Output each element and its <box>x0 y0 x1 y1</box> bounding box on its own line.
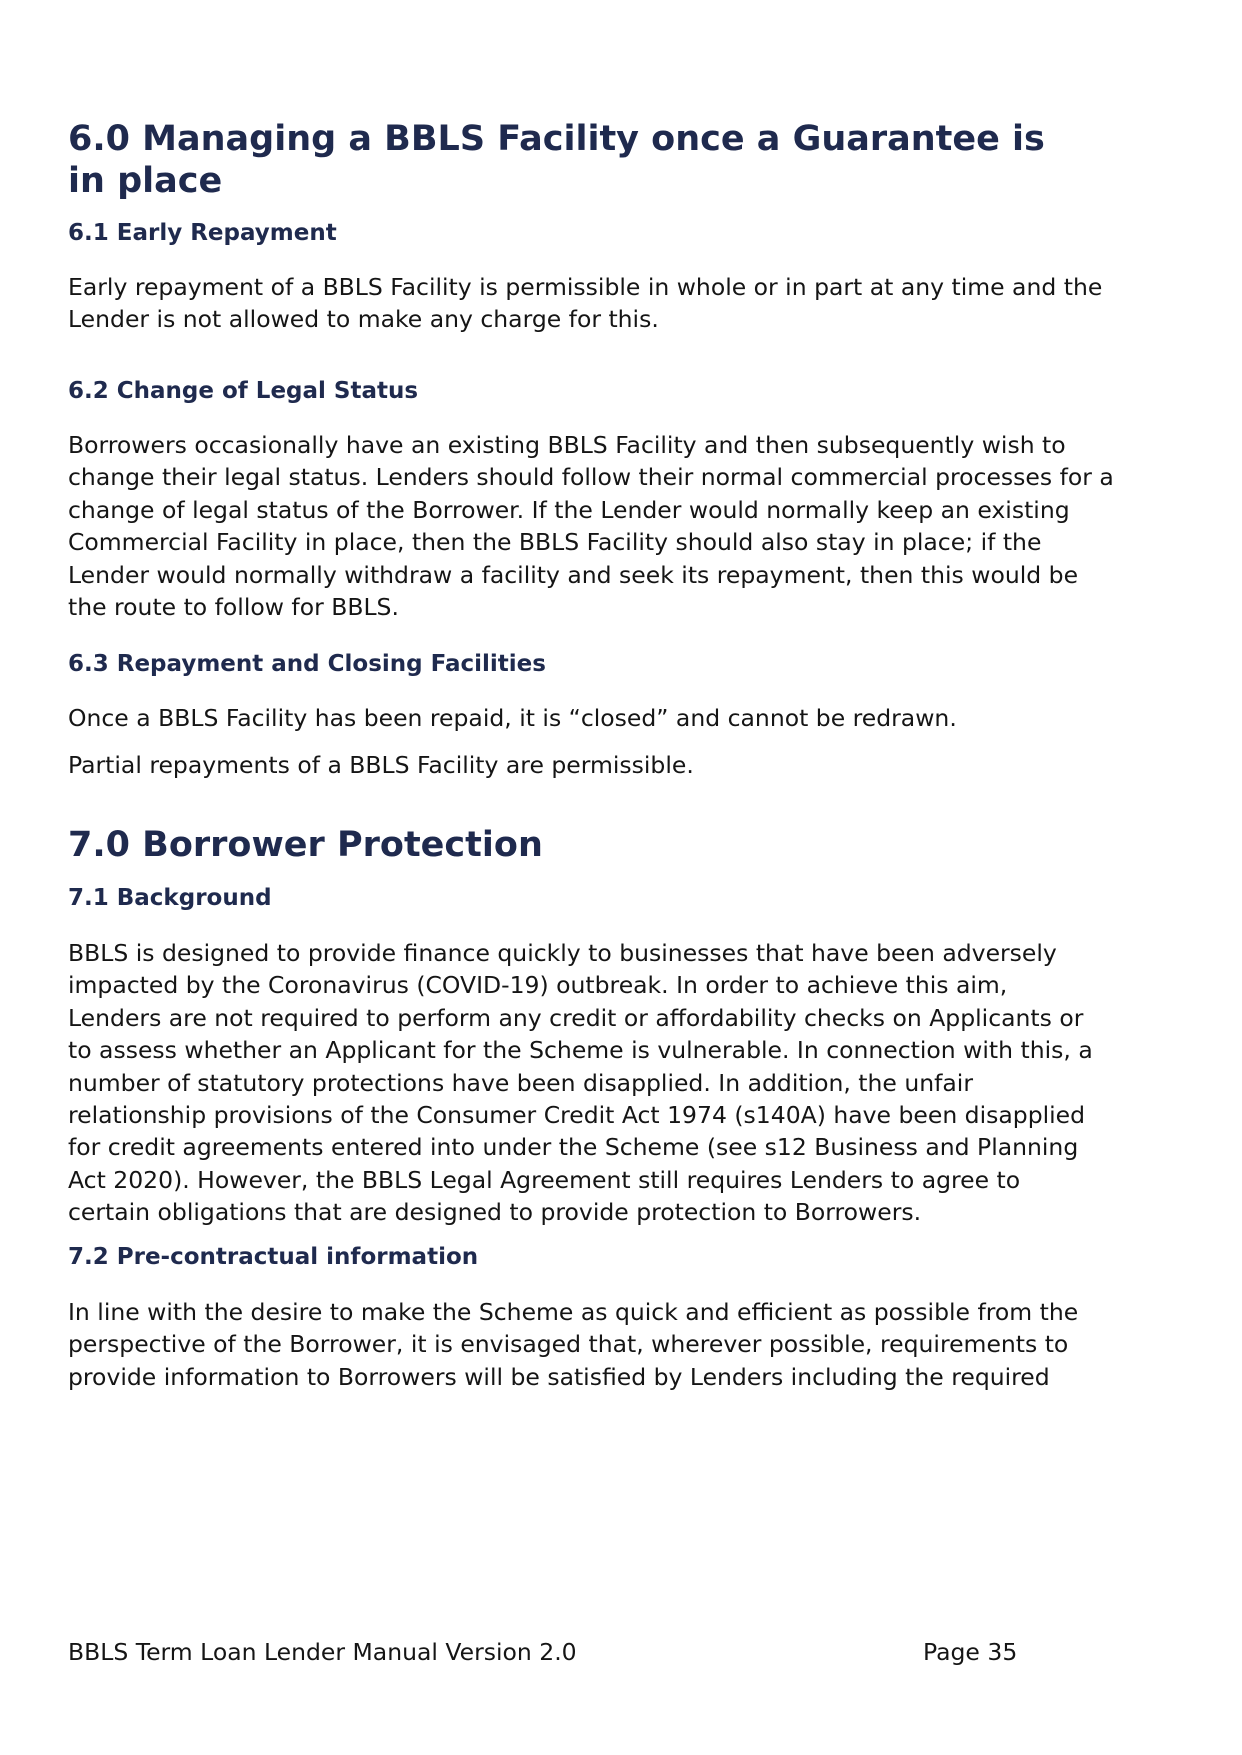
footer-page-number: Page 35 <box>923 1638 1018 1666</box>
paragraph-line: to assess whether an Applicant for the Scheme is vulnerable. In connection with this, a <box>68 1036 1093 1065</box>
section-6-1-heading: 6.1 Early Repayment <box>68 220 337 246</box>
paragraph-line: the route to follow for BBLS. <box>68 593 399 622</box>
section-7-2-heading: 7.2 Pre-contractual information <box>68 1244 479 1270</box>
paragraph-line: Early repayment of a BBLS Facility is permissible in whole or in part at any time and the <box>68 273 1103 301</box>
section-7-title: 7.0 Borrower Protection <box>68 825 543 865</box>
paragraph-line: Commercial Facility in place, then the BBLS Facility should also stay in place; if the <box>68 528 1042 557</box>
paragraph-line: for credit agreements entered into under the Scheme (see s12 Business and Planning <box>68 1133 1079 1162</box>
section-6-3-heading: 6.3 Repayment and Closing Facilities <box>68 651 546 677</box>
paragraph-line: Lender is not allowed to make any charge for this. <box>68 305 659 334</box>
paragraph-line: In line with the desire to make the Scheme as quick and efficient as possible from the <box>68 1298 1079 1326</box>
paragraph-line: BBLS is designed to provide finance quickly to businesses that have been adversely <box>68 939 1057 967</box>
section-6-title-line-2: in place <box>68 161 223 201</box>
section-6-2-heading: 6.2 Change of Legal Status <box>68 378 419 404</box>
paragraph-line: impacted by the Coronavirus (COVID-19) outbreak. In order to achieve this aim, <box>68 971 1008 1000</box>
section-6-2-paragraph <box>68 429 1114 623</box>
paragraph-line: Act 2020). However, the BBLS Legal Agreement still requires Lenders to agree to <box>68 1165 1021 1194</box>
paragraph-line: perspective of the Borrower, it is envisaged that, wherever possible, requirements to <box>68 1330 1069 1359</box>
section-6-3-paragraph-1: Once a BBLS Facility has been repaid, it is “closed” and cannot be redrawn. <box>68 704 957 732</box>
paragraph-line: Lender would normally withdraw a facility and seek its repayment, then this would be <box>68 560 1079 589</box>
section-6-title-line-1: 6.0 Managing a BBLS Facility once a Guarantee is <box>68 119 1045 159</box>
paragraph-line: provide information to Borrowers will be satisfied by Lenders including the required <box>68 1362 1050 1391</box>
section-7-1-heading: 7.1 Background <box>68 885 272 911</box>
section-6-title <box>68 118 1068 202</box>
footer-document-name: BBLS Term Loan Lender Manual Version 2.0 <box>68 1638 577 1666</box>
paragraph-line: relationship provisions of the Consumer Credit Act 1974 (s140A) have been disapplied <box>68 1101 1086 1130</box>
paragraph-line: change their legal status. Lenders should follow their normal commercial processes for a <box>68 463 1114 492</box>
paragraph-line: certain obligations that are designed to provide protection to Borrowers. <box>68 1198 922 1227</box>
paragraph-line: Lenders are not required to perform any credit or affordability checks on Applicants or <box>68 1003 1084 1032</box>
section-7-2-paragraph <box>68 1296 1078 1393</box>
section-6-1-paragraph <box>68 271 1102 336</box>
section-6-3-paragraph-2: Partial repayments of a BBLS Facility are permissible. <box>68 751 694 779</box>
section-7-1-paragraph <box>68 937 1093 1229</box>
paragraph-line: change of legal status of the Borrower. If the Lender would normally keep an existing <box>68 495 1070 524</box>
paragraph-line: Borrowers occasionally have an existing BBLS Facility and then subsequently wish to <box>68 431 1066 459</box>
paragraph-line: number of statutory protections have been disapplied. In addition, the unfair <box>68 1068 973 1097</box>
